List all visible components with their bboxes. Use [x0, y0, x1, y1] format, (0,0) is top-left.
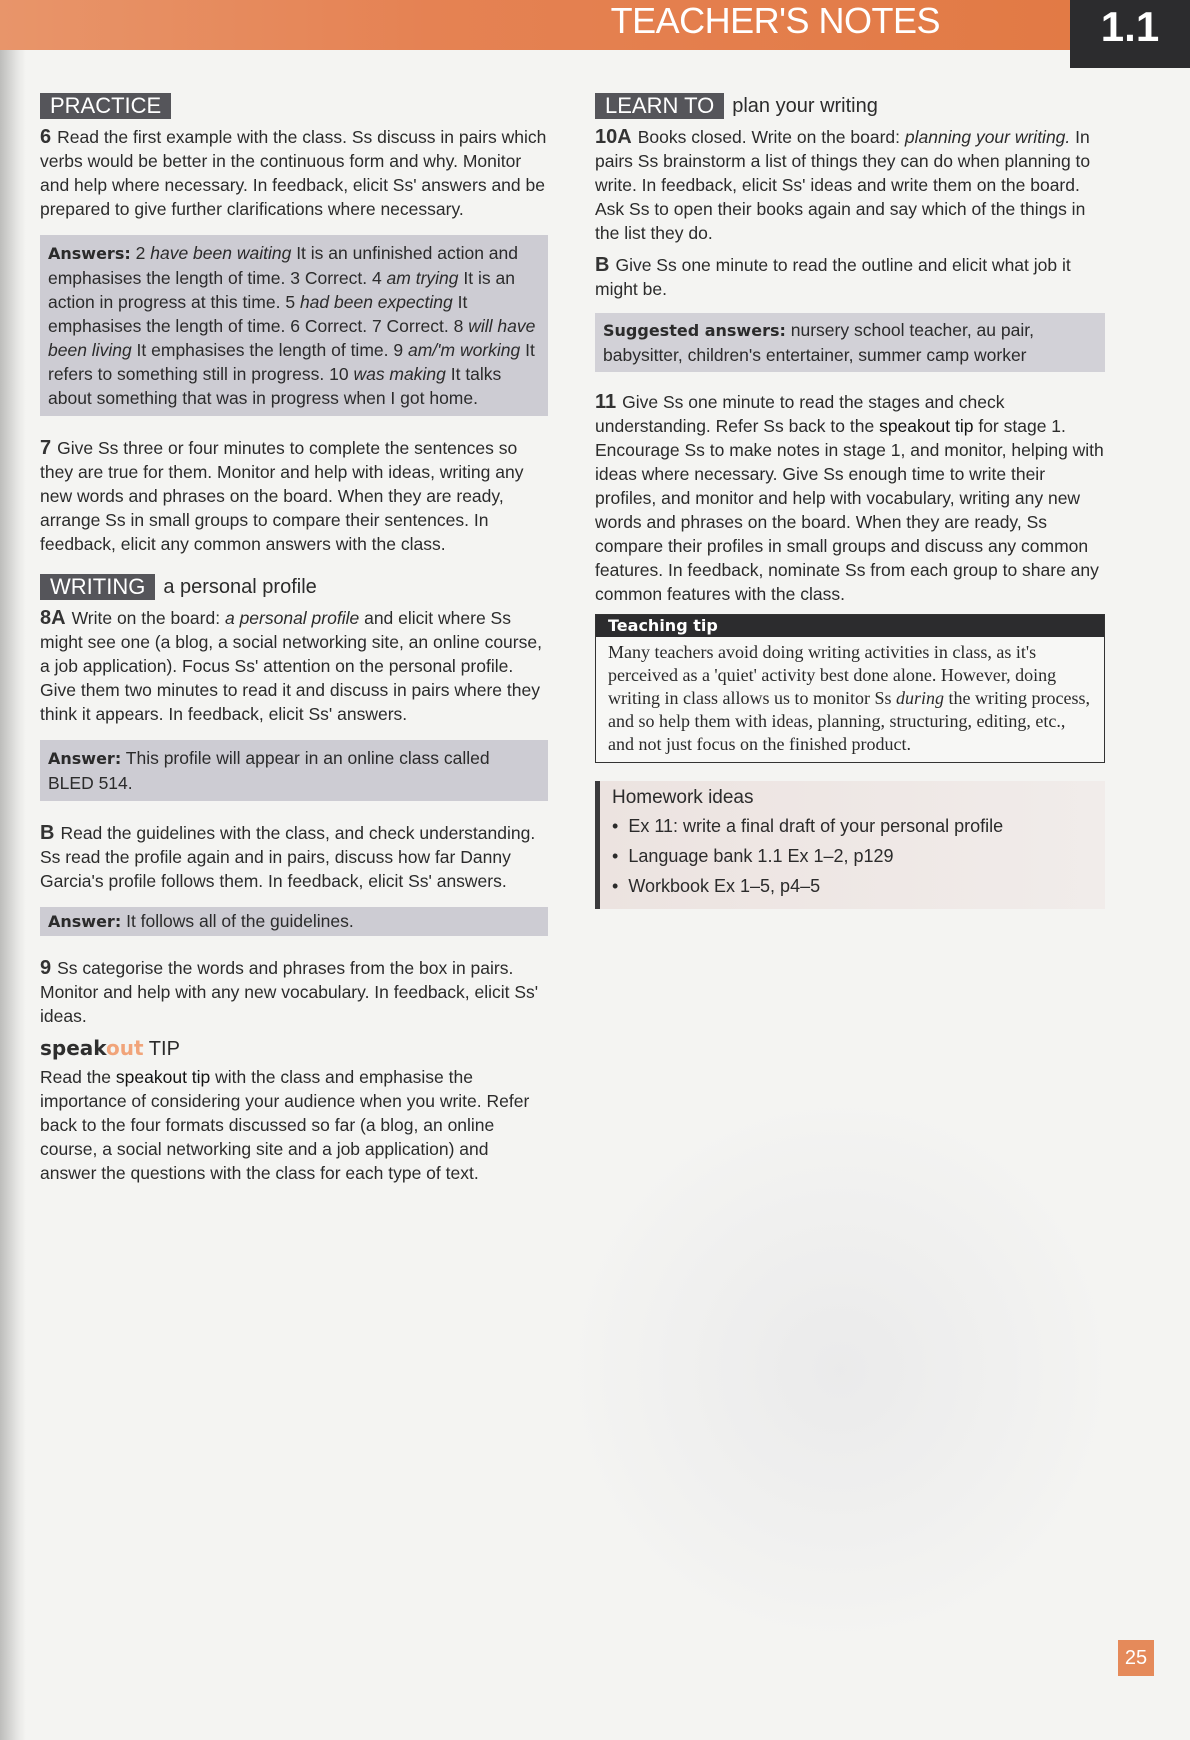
homework-item: • Workbook Ex 1–5, p4–5	[612, 871, 1095, 901]
teaching-tip-box	[595, 614, 1105, 763]
speakout-tip-heading	[40, 1036, 548, 1061]
paragraph-bold: speakout tip	[115, 1067, 211, 1087]
answer-form: was making	[353, 364, 446, 384]
answer-form: am/'m working	[407, 340, 521, 360]
page-number: 25	[1118, 1640, 1154, 1676]
homework-ideas-box	[595, 781, 1105, 909]
paragraph-bold: speakout tip	[879, 416, 974, 436]
answer-reason: It talks about something that was in progress when I got home.	[48, 364, 502, 408]
paragraph-6	[40, 125, 548, 221]
answer-num: 5	[285, 292, 296, 312]
paragraph-text: Give Ss one minute to read the outline and elicit what job it might be.	[595, 255, 1071, 299]
paragraph-text: In pairs Ss brainstorm a list of things they can do when planning to write. In feedback, elicit Ss' ideas and write them on the board. Ask Ss to open their books again and say which of the things in the list they do.	[595, 127, 1091, 243]
paragraph-text: Read the first example with the class. Ss discuss in pairs which verbs would be better in the continuous form and why. Monitor and help where necessary. In feedback, elicit Ss' answers and be prepared to give further clarifications where necessary.	[40, 127, 547, 219]
teaching-tip-body	[596, 637, 1104, 762]
answer-reason: It emphasises the length of time.	[136, 340, 389, 360]
answer-form: had been expecting	[299, 292, 453, 312]
answer-text: It follows all of the guidelines.	[126, 911, 354, 931]
writing-heading	[40, 574, 548, 600]
tip-text: the writing process, and so help them with ideas, planning, structuring, editing, etc., and not just focus on the finished product.	[608, 688, 1090, 754]
answer-text: This profile will appear in an online class called BLED 514.	[48, 748, 490, 793]
paragraph-10b	[595, 253, 1105, 301]
item-number: 8A	[40, 607, 66, 629]
homework-title: Homework ideas	[612, 787, 754, 808]
item-number: 6	[40, 126, 52, 148]
paragraph-text: Ss categorise the words and phrases from the box in pairs. Monitor and help with any new vocabulary. In feedback, elicit Ss' ideas.	[40, 958, 539, 1026]
learn-to-label: LEARN TO	[595, 93, 724, 119]
homework-item: • Language bank 1.1 Ex 1–2, p129	[612, 841, 1095, 871]
item-number: B	[40, 822, 55, 844]
header-bar	[0, 0, 1070, 50]
suggested-answers-key: Suggested answers:	[603, 321, 786, 340]
item-number: 7	[40, 437, 52, 459]
answer-correct: 3 Correct.	[290, 268, 368, 288]
paragraph-8a	[40, 606, 548, 726]
answers-key: Answers:	[48, 244, 131, 263]
writing-label: WRITING	[40, 574, 155, 600]
tip-word: TIP	[148, 1038, 180, 1060]
paragraph-text: with the class and emphasise the importance of considering your audience when you write. Refer back to the four formats discussed so far (a blog, an online course, a social networking site and a job application) and answer the questions with the class for each type of text.	[40, 1067, 530, 1183]
teaching-tip-title: Teaching tip	[596, 615, 1104, 637]
speakout-logo-speak: speak	[40, 1036, 107, 1060]
item-number: 11	[595, 391, 617, 413]
header-title: TEACHER'S NOTES	[610, 0, 940, 41]
suggested-answers-text: nursery school teacher, au pair, babysitter, children's entertainer, summer camp worker	[603, 320, 1034, 365]
item-number: 10A	[595, 126, 632, 148]
paragraph-speakout	[40, 1065, 548, 1185]
paragraph-text: Read the	[40, 1067, 112, 1087]
tip-italic: during	[896, 688, 945, 708]
answer-num: 4	[371, 268, 382, 288]
answer-num: 10	[329, 364, 349, 384]
learn-to-heading	[595, 93, 1105, 119]
answer-correct: 6 Correct.	[290, 316, 368, 336]
item-number: 9	[40, 957, 52, 979]
practice-label: PRACTICE	[40, 93, 171, 119]
writing-subtitle: a personal profile	[163, 576, 317, 598]
paragraph-text: and elicit where Ss might see one (a blog, a social networking site, an online course, a job application). Focus Ss' attention on the personal profile. Give them two minutes to read it and discuss in pairs where they think it appears. In feedback, elicit Ss' answers.	[40, 608, 542, 724]
answer-box-8a	[40, 740, 548, 801]
paragraph-7	[40, 436, 548, 556]
paragraph-text: Give Ss three or four minutes to complete the sentences so they are true for them. Monitor and help with ideas, writing any new words and phrases on the board. When they are ready, arrange Ss in small groups to compare their sentences. In feedback, elicit any common answers with the class.	[40, 438, 524, 554]
practice-heading	[40, 93, 548, 119]
answer-num: 2	[135, 243, 146, 263]
answer-reason: It emphasises the length of time.	[48, 292, 468, 336]
paragraph-10a	[595, 125, 1105, 245]
answer-reason: It is an unfinished action and emphasises the length of time.	[48, 243, 519, 288]
paragraph-text: Read the guidelines with the class, and check understanding. Ss read the profile again and in pairs, discuss how far Danny Garcia's profile follows them. In feedback, elicit Ss' answers.	[40, 823, 536, 891]
answer-form: have been waiting	[150, 243, 292, 263]
answer-num: 9	[393, 340, 404, 360]
paragraph-italic: a personal profile	[224, 608, 360, 628]
answer-form: am trying	[386, 268, 459, 288]
paragraph-text: Write on the board:	[71, 608, 221, 628]
answer-reason: It refers to something still in progress.	[48, 340, 535, 384]
background-watermark	[560, 1090, 1120, 1650]
answer-key: Answer:	[48, 749, 122, 768]
answer-reason: It is an action in progress at this time.	[48, 268, 515, 312]
answer-correct: 7 Correct.	[371, 316, 449, 336]
paragraph-italic: planning your writing.	[904, 127, 1071, 147]
paragraph-9	[40, 956, 548, 1028]
paragraph-text: Give Ss one minute to read the stages and check understanding. Refer Ss back to the	[595, 392, 1005, 436]
answer-box-8b	[40, 907, 548, 936]
paragraph-11	[595, 390, 1105, 606]
answer-form: will have been living	[48, 316, 536, 360]
page-spine-shadow	[0, 0, 26, 1740]
tip-text: Many teachers avoid doing writing activities in class, as it's perceived as a 'quiet' activity best done alone. However, doing writing in class allows us to monitor Ss	[608, 642, 1057, 708]
speakout-logo-out: out	[106, 1036, 144, 1060]
unit-code: 1.1	[1070, 0, 1190, 68]
left-column	[40, 93, 548, 1193]
answer-num: 8	[453, 316, 464, 336]
paragraph-8b	[40, 821, 548, 893]
right-column	[595, 93, 1105, 909]
paragraph-text: Books closed. Write on the board:	[637, 127, 901, 147]
suggested-answers-box	[595, 313, 1105, 372]
answers-box-6	[40, 235, 548, 416]
answer-key: Answer:	[48, 912, 122, 931]
learn-to-subtitle: plan your writing	[732, 95, 878, 117]
paragraph-text: for stage 1. Encourage Ss to make notes in stage 1, and monitor, helping with ideas where necessary. Give Ss enough time to write their profiles, and monitor and help with vocabulary, writing any new words and phrases on the board. When they are ready, Ss compare their profiles in small groups and discuss any common features. In feedback, nominate Ss from each group to share any common features with the class.	[595, 416, 1104, 604]
homework-item: • Ex 11: write a final draft of your personal profile	[612, 811, 1095, 841]
item-number: B	[595, 254, 610, 276]
